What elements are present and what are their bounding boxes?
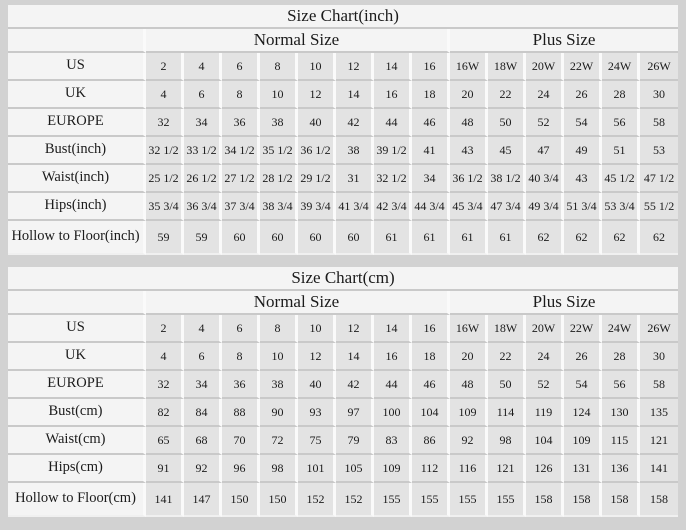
size-value-cell: 45 3/4 — [450, 193, 488, 221]
size-value-cell: 36 — [222, 109, 260, 137]
size-value-cell: 44 — [374, 109, 412, 137]
size-value-cell: 45 — [488, 137, 526, 165]
size-value-cell: 98 — [260, 455, 298, 483]
size-value-cell: 61 — [450, 221, 488, 255]
size-value-cell: 82 — [146, 399, 184, 427]
row-label: Hips(cm) — [8, 455, 146, 483]
table-title: Size Chart(cm) — [8, 267, 678, 291]
size-value-cell: 109 — [374, 455, 412, 483]
size-value-cell: 35 1/2 — [260, 137, 298, 165]
size-value-cell: 100 — [374, 399, 412, 427]
table-row — [8, 137, 678, 165]
size-value-cell: 42 3/4 — [374, 193, 412, 221]
size-value-cell: 20W — [526, 53, 564, 81]
size-value-cell: 52 — [526, 109, 564, 137]
size-value-cell: 49 — [564, 137, 602, 165]
size-value-cell: 52 — [526, 371, 564, 399]
size-value-cell: 34 — [184, 109, 222, 137]
size-value-cell: 36 — [222, 371, 260, 399]
size-value-cell: 4 — [146, 343, 184, 371]
row-label: US — [8, 315, 146, 343]
size-value-cell: 29 1/2 — [298, 165, 336, 193]
size-value-cell: 42 — [336, 371, 374, 399]
size-value-cell: 18 — [412, 343, 450, 371]
size-value-cell: 28 — [602, 81, 640, 109]
size-value-cell: 14 — [374, 315, 412, 343]
size-value-cell: 36 3/4 — [184, 193, 222, 221]
size-value-cell: 35 3/4 — [146, 193, 184, 221]
size-value-cell: 60 — [336, 221, 374, 255]
size-value-cell: 131 — [564, 455, 602, 483]
size-value-cell: 115 — [602, 427, 640, 455]
size-value-cell: 91 — [146, 455, 184, 483]
table-row — [8, 483, 678, 517]
size-value-cell: 48 — [450, 109, 488, 137]
size-value-cell: 8 — [260, 315, 298, 343]
size-value-cell: 104 — [526, 427, 564, 455]
size-value-cell: 86 — [412, 427, 450, 455]
size-value-cell: 12 — [336, 315, 374, 343]
size-value-cell: 32 1/2 — [146, 137, 184, 165]
row-label: UK — [8, 81, 146, 109]
size-value-cell: 26 — [564, 81, 602, 109]
size-value-cell: 31 — [336, 165, 374, 193]
size-value-cell: 38 — [260, 109, 298, 137]
row-label: UK — [8, 343, 146, 371]
size-value-cell: 16W — [450, 53, 488, 81]
size-value-cell: 158 — [640, 483, 678, 517]
row-label: Hollow to Floor(inch) — [8, 221, 146, 255]
size-value-cell: 14 — [336, 343, 374, 371]
size-value-cell: 40 3/4 — [526, 165, 564, 193]
size-value-cell: 10 — [298, 315, 336, 343]
size-value-cell: 49 3/4 — [526, 193, 564, 221]
size-value-cell: 92 — [184, 455, 222, 483]
size-value-cell: 158 — [526, 483, 564, 517]
row-label: US — [8, 53, 146, 81]
row-label: Bust(cm) — [8, 399, 146, 427]
size-value-cell: 16 — [374, 81, 412, 109]
row-label: Hollow to Floor(cm) — [8, 483, 146, 517]
size-chart-image — [8, 5, 678, 517]
size-value-cell: 101 — [298, 455, 336, 483]
table-row — [8, 165, 678, 193]
table-row — [8, 399, 678, 427]
size-value-cell: 28 — [602, 343, 640, 371]
size-value-cell: 33 1/2 — [184, 137, 222, 165]
size-group-header: Normal Size — [146, 29, 450, 53]
table-row — [8, 193, 678, 221]
size-value-cell: 10 — [298, 53, 336, 81]
size-value-cell: 50 — [488, 109, 526, 137]
size-value-cell: 18W — [488, 53, 526, 81]
size-value-cell: 26 1/2 — [184, 165, 222, 193]
size-value-cell: 2 — [146, 53, 184, 81]
table-row — [8, 427, 678, 455]
size-value-cell: 38 1/2 — [488, 165, 526, 193]
table-row — [8, 315, 678, 343]
size-value-cell: 54 — [564, 371, 602, 399]
size-value-cell: 121 — [640, 427, 678, 455]
size-value-cell: 141 — [640, 455, 678, 483]
size-value-cell: 47 3/4 — [488, 193, 526, 221]
size-value-cell: 56 — [602, 109, 640, 137]
size-value-cell: 141 — [146, 483, 184, 517]
table-row — [8, 81, 678, 109]
size-value-cell: 130 — [602, 399, 640, 427]
size-value-cell: 47 1/2 — [640, 165, 678, 193]
size-value-cell: 158 — [564, 483, 602, 517]
size-chart-cm-table — [8, 267, 678, 517]
size-value-cell: 58 — [640, 371, 678, 399]
table-row — [8, 221, 678, 255]
size-value-cell: 53 3/4 — [602, 193, 640, 221]
table-row — [8, 53, 678, 81]
size-value-cell: 40 — [298, 109, 336, 137]
table-title: Size Chart(inch) — [8, 5, 678, 29]
size-value-cell: 12 — [298, 343, 336, 371]
row-label: Bust(inch) — [8, 137, 146, 165]
group-header-row — [8, 29, 678, 53]
size-value-cell: 39 1/2 — [374, 137, 412, 165]
size-value-cell: 58 — [640, 109, 678, 137]
size-value-cell: 32 1/2 — [374, 165, 412, 193]
size-value-cell: 60 — [298, 221, 336, 255]
size-value-cell: 155 — [374, 483, 412, 517]
size-value-cell: 41 — [412, 137, 450, 165]
size-value-cell: 84 — [184, 399, 222, 427]
size-value-cell: 26W — [640, 315, 678, 343]
size-value-cell: 43 — [450, 137, 488, 165]
size-value-cell: 32 — [146, 109, 184, 137]
size-value-cell: 152 — [298, 483, 336, 517]
size-value-cell: 155 — [450, 483, 488, 517]
size-value-cell: 98 — [488, 427, 526, 455]
size-value-cell: 65 — [146, 427, 184, 455]
size-value-cell: 34 — [412, 165, 450, 193]
size-value-cell: 46 — [412, 109, 450, 137]
size-value-cell: 43 — [564, 165, 602, 193]
size-value-cell: 136 — [602, 455, 640, 483]
size-value-cell: 37 3/4 — [222, 193, 260, 221]
size-value-cell: 45 1/2 — [602, 165, 640, 193]
size-value-cell: 48 — [450, 371, 488, 399]
size-value-cell: 44 3/4 — [412, 193, 450, 221]
size-value-cell: 36 1/2 — [298, 137, 336, 165]
size-value-cell: 60 — [260, 221, 298, 255]
size-value-cell: 24W — [602, 315, 640, 343]
size-value-cell: 116 — [450, 455, 488, 483]
size-value-cell: 16 — [412, 315, 450, 343]
table-row — [8, 109, 678, 137]
table-row — [8, 371, 678, 399]
size-value-cell: 10 — [260, 81, 298, 109]
size-value-cell: 50 — [488, 371, 526, 399]
size-value-cell: 70 — [222, 427, 260, 455]
size-value-cell: 16 — [412, 53, 450, 81]
size-value-cell: 38 3/4 — [260, 193, 298, 221]
size-value-cell: 2 — [146, 315, 184, 343]
size-value-cell: 56 — [602, 371, 640, 399]
size-group-header: Plus Size — [450, 29, 678, 53]
size-value-cell: 97 — [336, 399, 374, 427]
size-value-cell: 8 — [222, 343, 260, 371]
size-value-cell: 150 — [260, 483, 298, 517]
size-value-cell: 59 — [146, 221, 184, 255]
size-value-cell: 150 — [222, 483, 260, 517]
size-value-cell: 20W — [526, 315, 564, 343]
size-value-cell: 93 — [298, 399, 336, 427]
group-header-row — [8, 291, 678, 315]
size-value-cell: 44 — [374, 371, 412, 399]
size-value-cell: 18 — [412, 81, 450, 109]
size-value-cell: 6 — [184, 81, 222, 109]
size-value-cell: 83 — [374, 427, 412, 455]
size-value-cell: 4 — [184, 315, 222, 343]
size-value-cell: 38 — [336, 137, 374, 165]
size-chart-inch-table — [8, 5, 678, 255]
size-value-cell: 119 — [526, 399, 564, 427]
size-value-cell: 8 — [222, 81, 260, 109]
size-value-cell: 147 — [184, 483, 222, 517]
size-value-cell: 26 — [564, 343, 602, 371]
size-value-cell: 152 — [336, 483, 374, 517]
size-value-cell: 59 — [184, 221, 222, 255]
corner-cell — [8, 291, 146, 315]
size-value-cell: 16W — [450, 315, 488, 343]
size-value-cell: 114 — [488, 399, 526, 427]
size-value-cell: 55 1/2 — [640, 193, 678, 221]
size-value-cell: 6 — [222, 315, 260, 343]
size-value-cell: 28 1/2 — [260, 165, 298, 193]
row-label: Waist(cm) — [8, 427, 146, 455]
size-value-cell: 109 — [564, 427, 602, 455]
size-value-cell: 61 — [374, 221, 412, 255]
table-title-row — [8, 267, 678, 291]
size-value-cell: 51 3/4 — [564, 193, 602, 221]
size-value-cell: 34 — [184, 371, 222, 399]
size-value-cell: 18W — [488, 315, 526, 343]
size-value-cell: 22 — [488, 343, 526, 371]
size-value-cell: 112 — [412, 455, 450, 483]
size-value-cell: 4 — [184, 53, 222, 81]
size-value-cell: 51 — [602, 137, 640, 165]
size-value-cell: 25 1/2 — [146, 165, 184, 193]
size-value-cell: 62 — [526, 221, 564, 255]
size-value-cell: 6 — [184, 343, 222, 371]
size-value-cell: 24W — [602, 53, 640, 81]
size-value-cell: 60 — [222, 221, 260, 255]
size-value-cell: 88 — [222, 399, 260, 427]
size-value-cell: 92 — [450, 427, 488, 455]
size-value-cell: 10 — [260, 343, 298, 371]
table-row — [8, 343, 678, 371]
size-value-cell: 6 — [222, 53, 260, 81]
size-value-cell: 14 — [336, 81, 374, 109]
table-row — [8, 455, 678, 483]
size-value-cell: 124 — [564, 399, 602, 427]
size-value-cell: 68 — [184, 427, 222, 455]
size-value-cell: 22W — [564, 53, 602, 81]
size-value-cell: 12 — [298, 81, 336, 109]
size-value-cell: 34 1/2 — [222, 137, 260, 165]
size-value-cell: 8 — [260, 53, 298, 81]
size-value-cell: 40 — [298, 371, 336, 399]
size-value-cell: 30 — [640, 81, 678, 109]
size-value-cell: 38 — [260, 371, 298, 399]
size-value-cell: 61 — [488, 221, 526, 255]
size-value-cell: 4 — [146, 81, 184, 109]
size-value-cell: 90 — [260, 399, 298, 427]
row-label: EUROPE — [8, 109, 146, 137]
size-value-cell: 41 3/4 — [336, 193, 374, 221]
size-value-cell: 22 — [488, 81, 526, 109]
size-value-cell: 24 — [526, 81, 564, 109]
row-label: Waist(inch) — [8, 165, 146, 193]
size-value-cell: 109 — [450, 399, 488, 427]
size-group-header: Normal Size — [146, 291, 450, 315]
size-value-cell: 20 — [450, 81, 488, 109]
table-title-row — [8, 5, 678, 29]
size-value-cell: 135 — [640, 399, 678, 427]
size-value-cell: 62 — [564, 221, 602, 255]
size-value-cell: 126 — [526, 455, 564, 483]
size-group-header: Plus Size — [450, 291, 678, 315]
size-value-cell: 62 — [602, 221, 640, 255]
size-value-cell: 96 — [222, 455, 260, 483]
size-value-cell: 27 1/2 — [222, 165, 260, 193]
size-value-cell: 16 — [374, 343, 412, 371]
size-value-cell: 42 — [336, 109, 374, 137]
size-value-cell: 12 — [336, 53, 374, 81]
size-value-cell: 14 — [374, 53, 412, 81]
size-value-cell: 104 — [412, 399, 450, 427]
size-value-cell: 62 — [640, 221, 678, 255]
size-value-cell: 79 — [336, 427, 374, 455]
size-value-cell: 155 — [412, 483, 450, 517]
row-label: Hips(inch) — [8, 193, 146, 221]
size-value-cell: 22W — [564, 315, 602, 343]
size-value-cell: 32 — [146, 371, 184, 399]
size-value-cell: 36 1/2 — [450, 165, 488, 193]
size-value-cell: 30 — [640, 343, 678, 371]
size-value-cell: 121 — [488, 455, 526, 483]
size-value-cell: 20 — [450, 343, 488, 371]
size-value-cell: 75 — [298, 427, 336, 455]
size-value-cell: 39 3/4 — [298, 193, 336, 221]
size-value-cell: 158 — [602, 483, 640, 517]
size-value-cell: 47 — [526, 137, 564, 165]
size-value-cell: 72 — [260, 427, 298, 455]
size-value-cell: 24 — [526, 343, 564, 371]
size-value-cell: 54 — [564, 109, 602, 137]
size-value-cell: 155 — [488, 483, 526, 517]
size-value-cell: 61 — [412, 221, 450, 255]
size-value-cell: 46 — [412, 371, 450, 399]
size-value-cell: 105 — [336, 455, 374, 483]
row-label: EUROPE — [8, 371, 146, 399]
corner-cell — [8, 29, 146, 53]
size-value-cell: 26W — [640, 53, 678, 81]
size-value-cell: 53 — [640, 137, 678, 165]
